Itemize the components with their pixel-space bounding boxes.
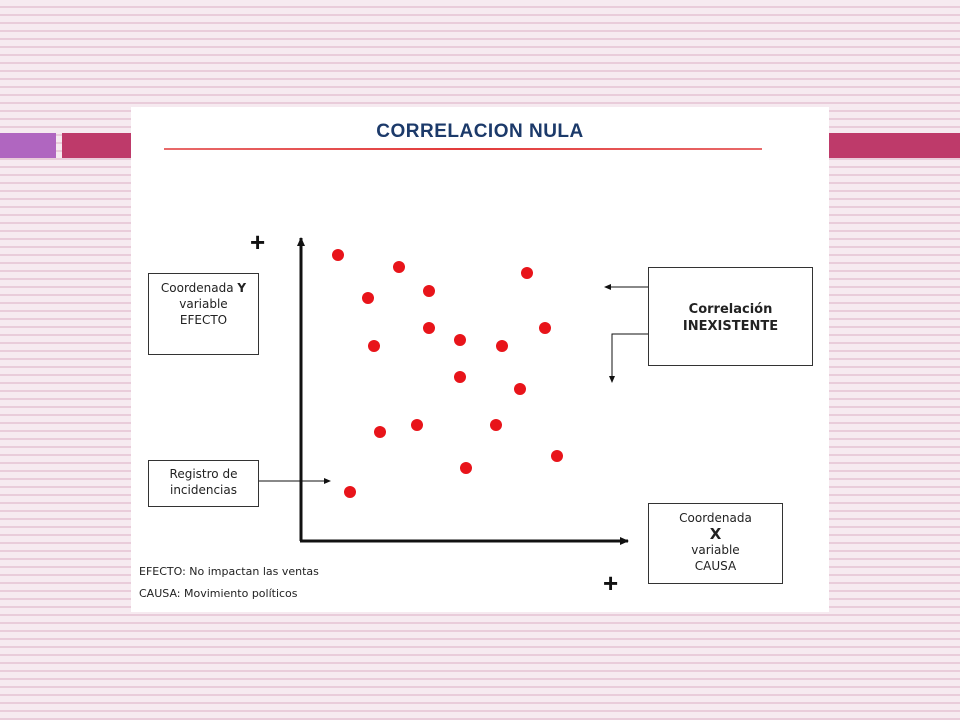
data-point bbox=[411, 419, 423, 431]
x-box-line-1: Coordenada bbox=[679, 511, 752, 525]
data-point bbox=[454, 371, 466, 383]
data-point bbox=[460, 462, 472, 474]
data-point bbox=[344, 486, 356, 498]
x-box-line-3: variable bbox=[691, 543, 740, 557]
correlacion-line-1: Correlación bbox=[688, 302, 773, 317]
x-coordinate-box bbox=[648, 503, 783, 584]
accent-bar-left bbox=[0, 133, 56, 158]
data-point bbox=[551, 450, 563, 462]
y-box-line-1 bbox=[149, 280, 258, 296]
y-coordinate-box bbox=[148, 273, 259, 355]
accent-bar-right bbox=[829, 133, 960, 158]
y-box-line-3: EFECTO bbox=[179, 313, 228, 327]
diagram-panel bbox=[131, 107, 829, 612]
data-point bbox=[539, 322, 551, 334]
data-point bbox=[368, 340, 380, 352]
data-point bbox=[423, 322, 435, 334]
data-point bbox=[362, 292, 374, 304]
x-box-line-4: CAUSA bbox=[694, 559, 737, 573]
data-point bbox=[454, 334, 466, 346]
x-axis-plus-label: + bbox=[603, 568, 619, 598]
correlacion-box bbox=[648, 267, 813, 366]
causa-note: CAUSA: Movimiento políticos bbox=[139, 587, 298, 600]
efecto-note: EFECTO: No impactan las ventas bbox=[139, 565, 319, 578]
data-point bbox=[490, 419, 502, 431]
registro-box bbox=[148, 460, 259, 507]
correlacion-line-2: INEXISTENTE bbox=[682, 319, 779, 334]
correlacion-arrow-down bbox=[612, 334, 648, 382]
data-point bbox=[374, 426, 386, 438]
diagram-title: CORRELACION NULA bbox=[376, 121, 584, 142]
registro-line-1: Registro de bbox=[169, 467, 238, 481]
registro-line-2: incidencias bbox=[169, 483, 237, 497]
y-box-line-2: variable bbox=[179, 297, 228, 311]
accent-bar-middle bbox=[62, 133, 132, 158]
y-axis-plus-label: + bbox=[250, 227, 266, 257]
data-point bbox=[393, 261, 405, 273]
x-box-letter: X bbox=[709, 525, 722, 543]
data-point bbox=[423, 285, 435, 297]
data-point bbox=[521, 267, 533, 279]
y-box-coordenada-text: Coordenada bbox=[160, 281, 238, 295]
data-point bbox=[496, 340, 508, 352]
data-point bbox=[332, 249, 344, 261]
y-box-letter: Y bbox=[237, 281, 247, 295]
data-point bbox=[514, 383, 526, 395]
